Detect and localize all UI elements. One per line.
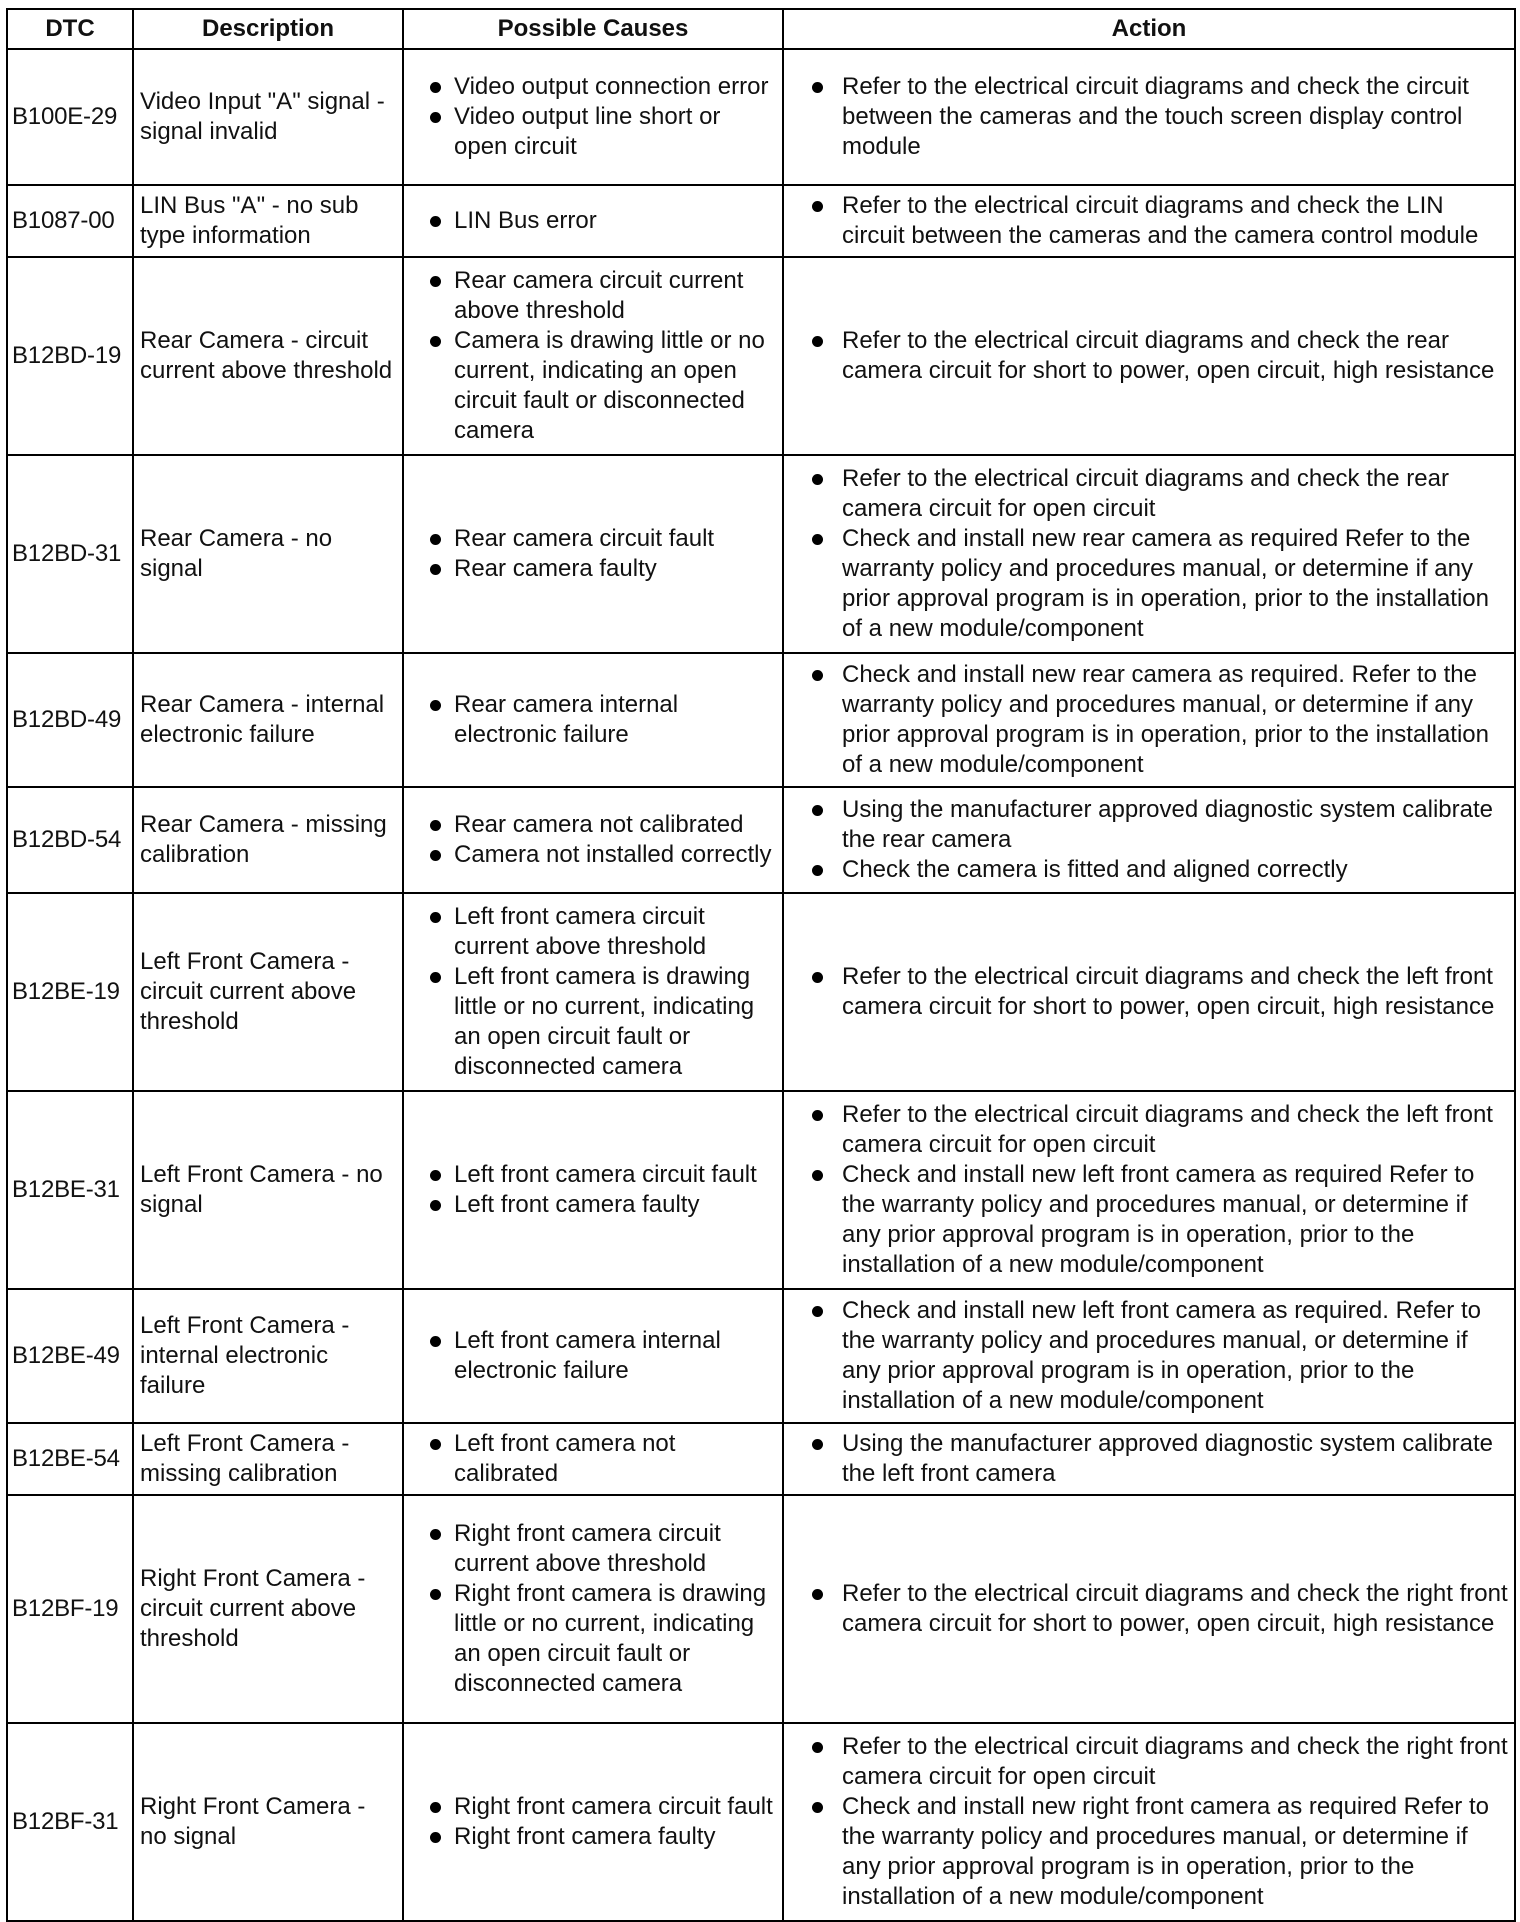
dtc-code: B12BE-31	[7, 1091, 133, 1289]
possible-causes-list	[410, 1429, 776, 1489]
possible-causes-cell	[403, 1091, 783, 1289]
action-item: Refer to the electrical circuit diagrams and check the left front camera circuit for short to power, open circuit, high resistance	[790, 962, 1508, 1022]
possible-causes-cell	[403, 653, 783, 787]
dtc-description: Rear Camera - internal electronic failure	[133, 653, 403, 787]
action-item: Check and install new rear camera as required Refer to the warranty policy and procedures manual, or determine if any prior approval program is in operation, prior to the installation of a new module/component	[790, 524, 1508, 644]
header-dtc: DTC	[7, 9, 133, 49]
action-cell	[783, 1289, 1515, 1423]
possible-causes-cell	[403, 455, 783, 653]
action-item: Refer to the electrical circuit diagrams and check the rear camera circuit for open circuit	[790, 464, 1508, 524]
possible-causes-list	[410, 1792, 776, 1852]
table-row	[7, 49, 1515, 185]
action-item: Refer to the electrical circuit diagrams and check the circuit between the cameras and the touch screen display control module	[790, 72, 1508, 162]
cause-item: Left front camera is drawing little or no current, indicating an open circuit fault or disconnected camera	[410, 962, 776, 1082]
dtc-code: B100E-29	[7, 49, 133, 185]
cause-item: Left front camera internal electronic failure	[410, 1326, 776, 1386]
action-item: Check and install new left front camera as required Refer to the warranty policy and procedures manual, or determine if any prior approval program is in operation, prior to the installation of a new module/component	[790, 1160, 1508, 1280]
dtc-code: B12BD-19	[7, 257, 133, 455]
action-cell	[783, 1091, 1515, 1289]
action-item: Check and install new rear camera as required. Refer to the warranty policy and procedures manual, or determine if any prior approval program is in operation, prior to the installation of a new module/component	[790, 660, 1508, 780]
dtc-description: Left Front Camera - internal electronic failure	[133, 1289, 403, 1423]
cause-item: Camera is drawing little or no current, indicating an open circuit fault or disconnected camera	[410, 326, 776, 446]
header-action: Action	[783, 9, 1515, 49]
action-cell	[783, 893, 1515, 1091]
action-list	[790, 191, 1508, 251]
cause-item: Right front camera faulty	[410, 1822, 776, 1852]
possible-causes-cell	[403, 1289, 783, 1423]
possible-causes-list	[410, 1519, 776, 1699]
action-item: Refer to the electrical circuit diagrams and check the right front camera circuit for short to power, open circuit, high resistance	[790, 1579, 1508, 1639]
cause-item: Right front camera circuit fault	[410, 1792, 776, 1822]
dtc-table	[6, 8, 1516, 1922]
table-body	[7, 49, 1515, 1921]
possible-causes-cell	[403, 185, 783, 257]
possible-causes-list	[410, 72, 776, 162]
possible-causes-cell	[403, 893, 783, 1091]
action-cell	[783, 653, 1515, 787]
dtc-code: B12BD-31	[7, 455, 133, 653]
dtc-description: Left Front Camera - circuit current above threshold	[133, 893, 403, 1091]
action-list	[790, 72, 1508, 162]
dtc-code: B1087-00	[7, 185, 133, 257]
cause-item: Rear camera circuit fault	[410, 524, 776, 554]
action-item: Refer to the electrical circuit diagrams and check the rear camera circuit for short to power, open circuit, high resistance	[790, 326, 1508, 386]
action-cell	[783, 1423, 1515, 1495]
cause-item: Left front camera circuit current above threshold	[410, 902, 776, 962]
possible-causes-cell	[403, 1723, 783, 1921]
dtc-description: Rear Camera - no signal	[133, 455, 403, 653]
table-row	[7, 893, 1515, 1091]
action-item: Refer to the electrical circuit diagrams and check the right front camera circuit for open circuit	[790, 1732, 1508, 1792]
dtc-code: B12BF-31	[7, 1723, 133, 1921]
action-list	[790, 1429, 1508, 1489]
action-item: Check and install new right front camera as required Refer to the warranty policy and procedures manual, or determine if any prior approval program is in operation, prior to the installation of a new module/component	[790, 1792, 1508, 1912]
cause-item: Left front camera not calibrated	[410, 1429, 776, 1489]
action-cell	[783, 455, 1515, 653]
action-item: Refer to the electrical circuit diagrams and check the LIN circuit between the cameras and the camera control module	[790, 191, 1508, 251]
cause-item: Rear camera circuit current above threshold	[410, 266, 776, 326]
action-list	[790, 1732, 1508, 1912]
action-list	[790, 962, 1508, 1022]
header-possible-causes: Possible Causes	[403, 9, 783, 49]
action-cell	[783, 49, 1515, 185]
possible-causes-list	[410, 266, 776, 446]
table-row	[7, 185, 1515, 257]
dtc-description: Right Front Camera - no signal	[133, 1723, 403, 1921]
possible-causes-list	[410, 902, 776, 1082]
dtc-code: B12BF-19	[7, 1495, 133, 1723]
table-row	[7, 455, 1515, 653]
action-cell	[783, 1495, 1515, 1723]
dtc-code: B12BE-49	[7, 1289, 133, 1423]
cause-item: Right front camera circuit current above threshold	[410, 1519, 776, 1579]
cause-item: Camera not installed correctly	[410, 840, 776, 870]
possible-causes-list	[410, 524, 776, 584]
dtc-code: B12BD-49	[7, 653, 133, 787]
dtc-description: Rear Camera - missing calibration	[133, 787, 403, 893]
possible-causes-list	[410, 1160, 776, 1220]
cause-item: Right front camera is drawing little or no current, indicating an open circuit fault or disconnected camera	[410, 1579, 776, 1699]
table-row	[7, 257, 1515, 455]
possible-causes-list	[410, 810, 776, 870]
action-cell	[783, 787, 1515, 893]
possible-causes-cell	[403, 1495, 783, 1723]
action-list	[790, 1100, 1508, 1280]
header-description: Description	[133, 9, 403, 49]
cause-item: Video output line short or open circuit	[410, 102, 776, 162]
table-row	[7, 1423, 1515, 1495]
action-item: Using the manufacturer approved diagnostic system calibrate the left front camera	[790, 1429, 1508, 1489]
action-item: Using the manufacturer approved diagnostic system calibrate the rear camera	[790, 795, 1508, 855]
header-row	[7, 9, 1515, 49]
cause-item: Left front camera faulty	[410, 1190, 776, 1220]
possible-causes-cell	[403, 49, 783, 185]
table-row	[7, 1289, 1515, 1423]
dtc-description: Video Input "A" signal - signal invalid	[133, 49, 403, 185]
cause-item: Left front camera circuit fault	[410, 1160, 776, 1190]
possible-causes-list	[410, 690, 776, 750]
dtc-description: Left Front Camera - no signal	[133, 1091, 403, 1289]
action-cell	[783, 185, 1515, 257]
possible-causes-cell	[403, 1423, 783, 1495]
dtc-description: Rear Camera - circuit current above threshold	[133, 257, 403, 455]
action-item: Check and install new left front camera as required. Refer to the warranty policy and procedures manual, or determine if any prior approval program is in operation, prior to the installation of a new module/component	[790, 1296, 1508, 1416]
action-list	[790, 1579, 1508, 1639]
cause-item: Rear camera not calibrated	[410, 810, 776, 840]
dtc-code: B12BE-19	[7, 893, 133, 1091]
possible-causes-list	[410, 1326, 776, 1386]
action-list	[790, 326, 1508, 386]
action-cell	[783, 1723, 1515, 1921]
table-row	[7, 787, 1515, 893]
dtc-description: LIN Bus "A" - no sub type information	[133, 185, 403, 257]
action-item: Check the camera is fitted and aligned correctly	[790, 855, 1508, 885]
possible-causes-cell	[403, 787, 783, 893]
cause-item: Rear camera internal electronic failure	[410, 690, 776, 750]
table-row	[7, 1091, 1515, 1289]
action-list	[790, 1296, 1508, 1416]
table-row	[7, 653, 1515, 787]
action-list	[790, 464, 1508, 644]
action-cell	[783, 257, 1515, 455]
dtc-description: Left Front Camera - missing calibration	[133, 1423, 403, 1495]
dtc-description: Right Front Camera - circuit current above threshold	[133, 1495, 403, 1723]
dtc-code: B12BD-54	[7, 787, 133, 893]
cause-item: LIN Bus error	[410, 206, 776, 236]
possible-causes-cell	[403, 257, 783, 455]
possible-causes-list	[410, 206, 776, 236]
cause-item: Rear camera faulty	[410, 554, 776, 584]
action-list	[790, 795, 1508, 885]
dtc-code: B12BE-54	[7, 1423, 133, 1495]
table-row	[7, 1723, 1515, 1921]
table-row	[7, 1495, 1515, 1723]
action-item: Refer to the electrical circuit diagrams and check the left front camera circuit for open circuit	[790, 1100, 1508, 1160]
action-list	[790, 660, 1508, 780]
cause-item: Video output connection error	[410, 72, 776, 102]
